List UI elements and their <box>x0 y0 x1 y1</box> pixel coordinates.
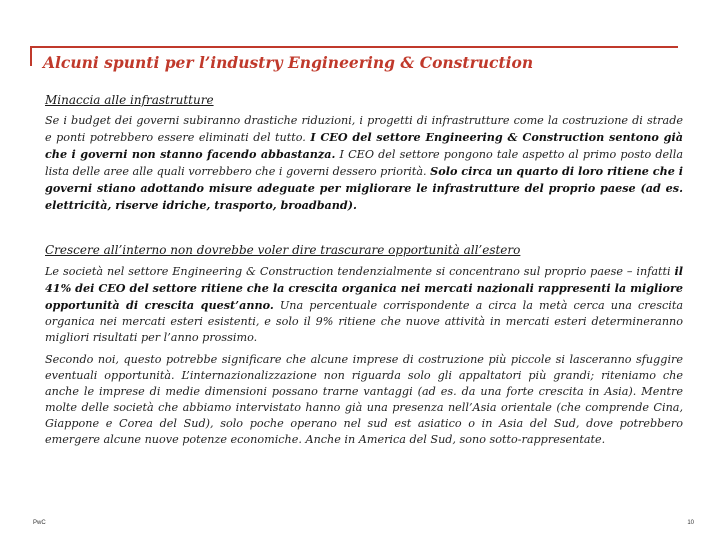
section-paragraph-growth <box>45 263 683 346</box>
section-paragraph-opinion: Secondo noi, questo potrebbe significare che alcune imprese di costruzione più piccole si lasceranno sfuggire eventuali opportunità. L’internazionalizzazione non riguarda solo gli appaltatori più grandi; riteniamo che anche le imprese di medie dimensioni possano trarne vantaggi (ad es. da una forte crescita in Asia). Mentre molte delle società che abbiamo intervistato hanno già una presenza nell’Asia orientale (che comprende Cina, Giappone e Corea del Sud), solo poche operano nel sud est asiatico o in Asia del Sud, dove potrebbero emergere alcune nuove potenze economiche. Anche in America del Sud, sono sotto-rappresentate. <box>45 353 683 446</box>
section-paragraph-infrastructure <box>45 113 683 214</box>
text-run: Se i budget dei governi subiranno drastiche riduzioni, i progetti di infrastrutture come la costruzione di strade e ponti potrebbero essere eliminati del tutto. <box>45 114 683 144</box>
section-heading-growth: Crescere all’interno non dovrebbe voler dire trascurare opportunità all’estero <box>45 243 521 257</box>
header-rule-tick <box>30 46 32 66</box>
bold-run: il 41% dei CEO del settore ritiene che la crescita organica nei mercati nazionali rappresenti la migliore opportunità di crescita quest’anno. <box>45 264 683 312</box>
footer-brand: PwC <box>33 520 46 526</box>
text-run: Le società nel settore Engineering & Construction tendenzialmente si concentrano sul proprio paese – infatti <box>45 265 675 278</box>
bold-run: I CEO del settore Engineering & Construction sentono già che i governi non stanno facendo abbastanza. <box>45 130 683 161</box>
header-rule <box>30 46 678 48</box>
text-run: Una percentuale corrispondente a circa la metà cerca una crescita organica nei mercati esteri esistenti, e solo il 9% ritiene che nuove attività in mercati esteri determineranno migliori risultati per l’anno prossimo. <box>45 299 683 344</box>
main-content <box>45 93 683 448</box>
bold-run: Solo circa un quarto di loro ritiene che i governi stiano adottando misure adeguate per migliorare le infrastrutture del proprio paese (ad es. elettricità, riserve idriche, trasporto, broadband). <box>45 164 683 212</box>
text-run: I CEO del settore pongono tale aspetto al primo posto della lista delle aree alle quali vorrebbero che i governi dessero priorità. <box>45 148 683 178</box>
page-title: Alcuni spunti per l’industry Engineering & Construction <box>43 53 534 72</box>
section-heading-infrastructure: Minaccia alle infrastrutture <box>45 93 214 107</box>
page-number: 10 <box>687 520 694 526</box>
